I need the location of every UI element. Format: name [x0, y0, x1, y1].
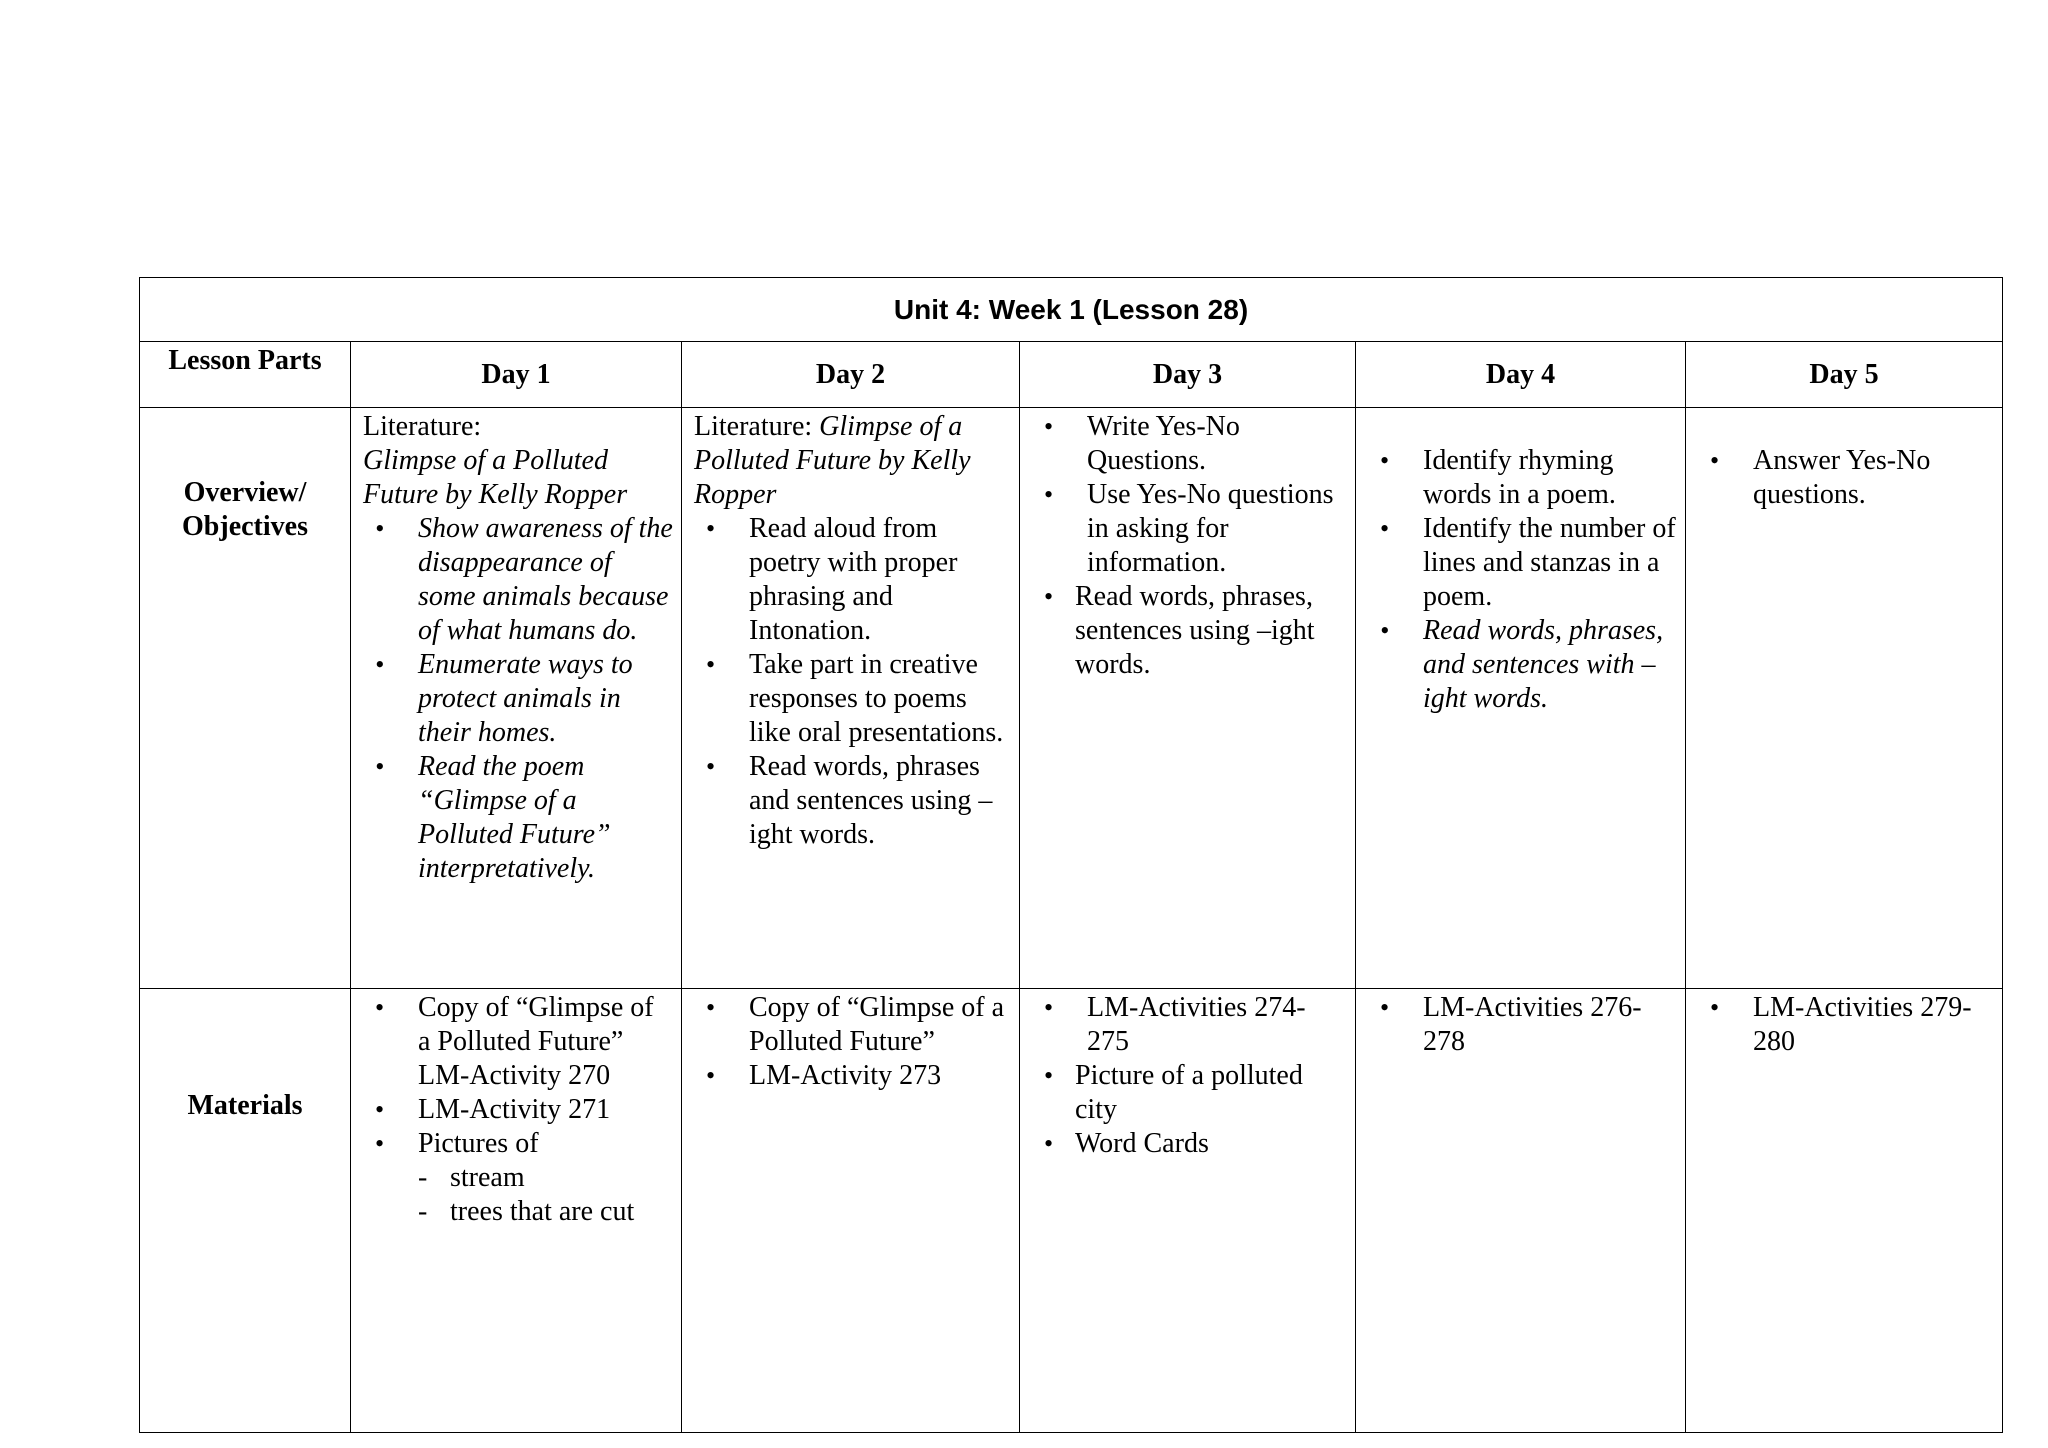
list-item: • LM-Activities 279-280 [1698, 991, 1994, 1059]
header-lesson-parts: Lesson Parts [140, 342, 351, 408]
objectives-label-line2: Objectives [182, 511, 308, 542]
materials-day2-cell [682, 989, 1020, 1433]
list-item: • Read aloud from poetry with proper phrasing and Intonation. [694, 512, 1011, 648]
literature-label: Literature: [363, 411, 482, 442]
materials-list [694, 991, 1011, 1093]
list-item: • Copy of “Glimpse of a Polluted Future” [694, 991, 1011, 1059]
lesson-plan-table [139, 277, 2003, 1433]
sub-list [418, 1161, 673, 1229]
overview-day4-cell [1356, 408, 1686, 989]
list-item: • Copy of “Glimpse of a Polluted Future” LM-Activity 270 [363, 991, 673, 1093]
materials-list [1032, 991, 1347, 1059]
header-day-4: Day 4 [1356, 342, 1686, 408]
sub-list-item: - trees that are cut [418, 1195, 673, 1229]
list-item: • Write Yes-No Questions. [1032, 410, 1347, 478]
list-item: • LM-Activities 276-278 [1368, 991, 1677, 1059]
list-item: • Take part in creative responses to poems like oral presentations. [694, 648, 1011, 750]
list-item: • Show awareness of the disappearance of some animals because of what humans do. [363, 512, 673, 648]
header-day-3: Day 3 [1020, 342, 1356, 408]
list-item: • LM-Activity 271 [363, 1093, 673, 1127]
overview-day5-cell [1686, 408, 2003, 989]
objectives-list [363, 512, 673, 886]
materials-list [1698, 991, 1994, 1059]
overview-day2-cell [682, 408, 1020, 989]
list-item: • Enumerate ways to protect animals in their homes. [363, 648, 673, 750]
objectives-list [1032, 580, 1347, 682]
list-item: • LM-Activities 274-275 [1032, 991, 1347, 1059]
materials-list [363, 991, 673, 1229]
sub-list-item: - stream [418, 1161, 673, 1195]
literature-label: Literature: [694, 411, 820, 442]
literature-title: Glimpse of a Polluted Future by Kelly Ropper [694, 411, 971, 510]
list-item: • Read words, phrases, and sentences with –ight words. [1368, 614, 1677, 716]
list-item: • Read words, phrases and sentences using –ight words. [694, 750, 1011, 852]
row-label-materials: Materials [140, 989, 351, 1433]
materials-day5-cell [1686, 989, 2003, 1433]
list-item [363, 1127, 673, 1229]
overview-day3-cell [1020, 408, 1356, 989]
list-item: • Use Yes-No questions in asking for information. [1032, 478, 1347, 580]
list-item: • LM-Activity 273 [694, 1059, 1011, 1093]
list-item: • Answer Yes-No questions. [1698, 444, 1994, 512]
header-day-2: Day 2 [682, 342, 1020, 408]
list-item: • Identify the number of lines and stanzas in a poem. [1368, 512, 1677, 614]
materials-list [1368, 991, 1677, 1059]
list-item: • Identify rhyming words in a poem. [1368, 444, 1677, 512]
materials-day1-cell [351, 989, 682, 1433]
list-item: • Read words, phrases, sentences using –ight words. [1032, 580, 1347, 682]
header-day-1: Day 1 [351, 342, 682, 408]
objectives-list [1698, 444, 1994, 512]
objectives-list [1368, 444, 1677, 716]
list-item-text: Pictures of [418, 1128, 539, 1159]
overview-label-line1: Overview/ [183, 477, 307, 508]
literature-line [694, 410, 1011, 512]
row-label-overview [140, 408, 351, 989]
header-day-5: Day 5 [1686, 342, 2003, 408]
literature-title: Glimpse of a Polluted Future by Kelly Ropper [363, 445, 628, 510]
objectives-list [1032, 410, 1347, 580]
list-item: • Read the poem “Glimpse of a Polluted Future” interpretatively. [363, 750, 673, 886]
materials-day4-cell [1356, 989, 1686, 1433]
objectives-list [694, 512, 1011, 852]
list-item: • Word Cards [1032, 1127, 1347, 1161]
table-title: Unit 4: Week 1 (Lesson 28) [140, 278, 2003, 342]
overview-day1-cell [351, 408, 682, 989]
list-item: • Picture of a polluted city [1032, 1059, 1347, 1127]
materials-list [1032, 1059, 1347, 1161]
materials-day3-cell [1020, 989, 1356, 1433]
